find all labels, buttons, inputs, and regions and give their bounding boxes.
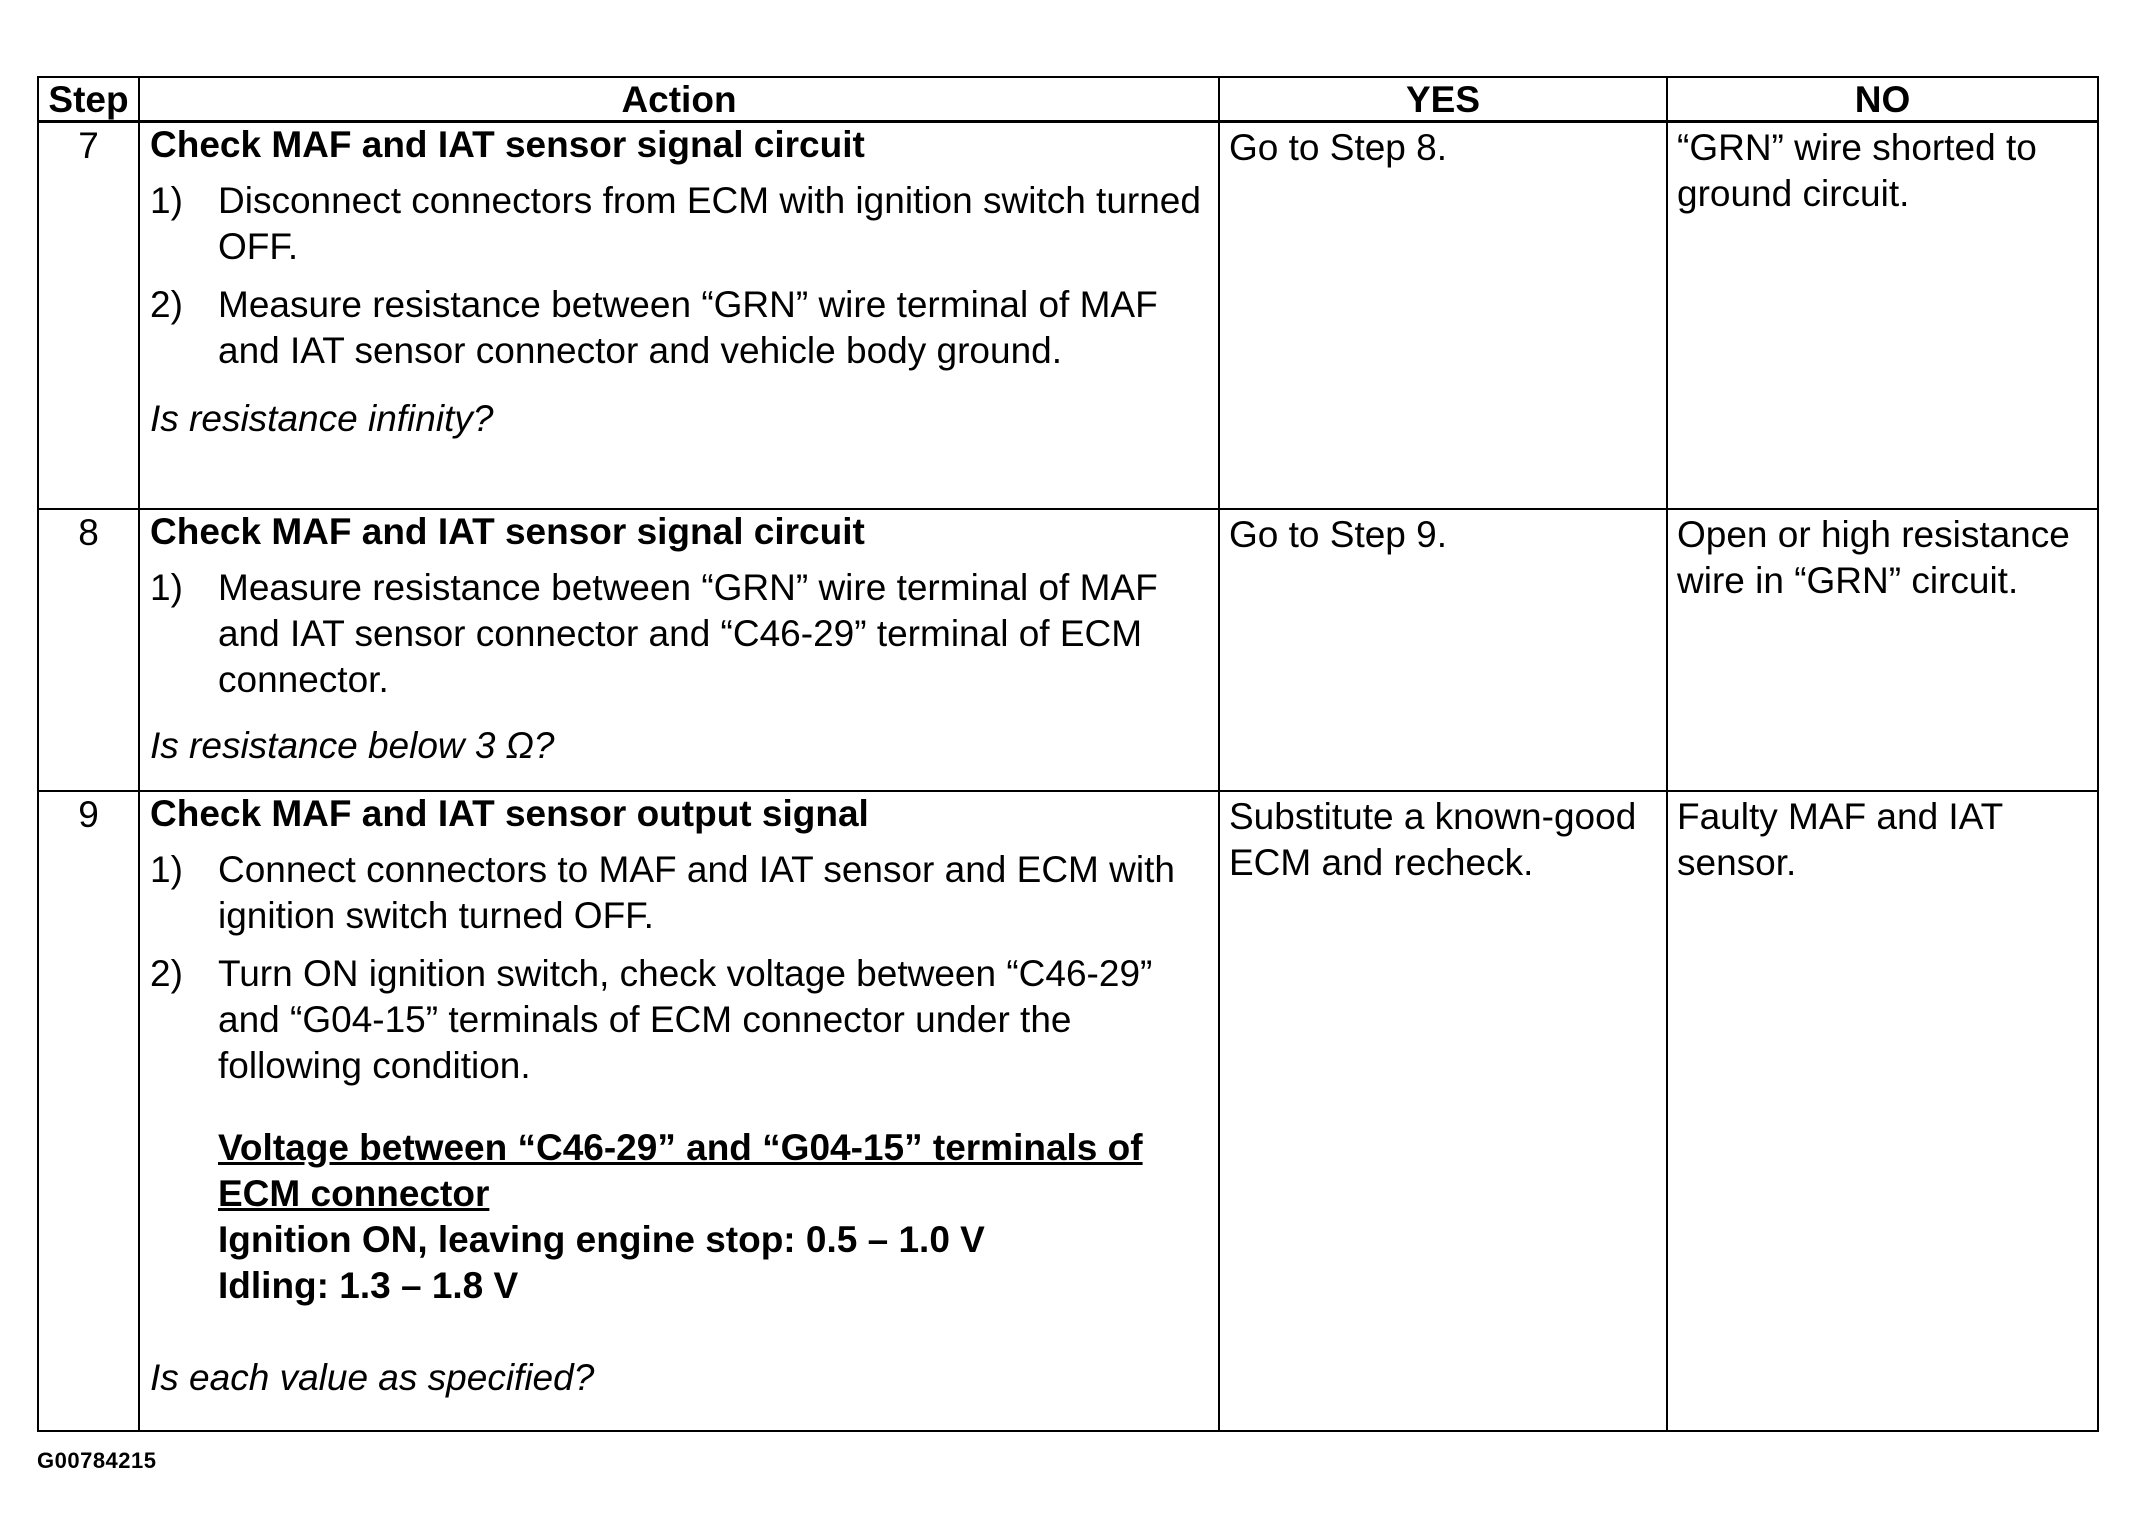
yes-result: Substitute a known-good ECM and recheck.: [1219, 791, 1667, 1431]
voltage-spec: [218, 1125, 1208, 1309]
action-cell: [139, 791, 1219, 1431]
action-title: Check MAF and IAT sensor signal circuit: [150, 124, 865, 165]
table-row-step-9: [38, 791, 2098, 1431]
diagnostic-table: [37, 76, 2099, 1432]
action-steps: [150, 847, 1208, 1089]
no-result: Faulty MAF and IAT sensor.: [1667, 791, 2098, 1431]
action-step-item: [150, 282, 1208, 374]
figure-code: G00784215: [37, 1448, 157, 1473]
action-step-text: Disconnect connectors from ECM with ignition switch turned OFF.: [218, 180, 1201, 267]
action-step-text: Connect connectors to MAF and IAT sensor and ECM with ignition switch turned OFF.: [218, 848, 1175, 936]
action-step-number: 1): [150, 848, 183, 890]
action-step-number: 1): [150, 566, 183, 608]
yes-result: Go to Step 8.: [1219, 122, 1667, 509]
no-result: “GRN” wire shorted to ground circuit.: [1667, 122, 2098, 509]
action-step-number: 2): [150, 952, 183, 994]
action-title: Check MAF and IAT sensor output signal: [150, 792, 869, 834]
header-step: Step: [38, 77, 139, 122]
action-step-text: Measure resistance between “GRN” wire terminal of MAF and IAT sensor connector and vehicle body ground.: [218, 284, 1158, 371]
no-result: Open or high resistance wire in “GRN” circuit.: [1667, 509, 2098, 791]
header-action: Action: [139, 77, 1219, 122]
voltage-spec-ignition-on: Ignition ON, leaving engine stop: 0.5 – 1.0 V: [218, 1218, 985, 1260]
voltage-spec-idling: Idling: 1.3 – 1.8 V: [218, 1264, 519, 1306]
action-question: Is resistance below 3 Ω?: [150, 724, 555, 766]
action-step-item: [150, 951, 1208, 1089]
action-step-number: 1): [150, 180, 183, 221]
header-yes: YES: [1219, 77, 1667, 122]
action-question: Is resistance infinity?: [150, 398, 494, 439]
action-cell: [139, 122, 1219, 509]
action-step-number: 2): [150, 284, 183, 325]
action-steps: [150, 178, 1208, 374]
action-question: Is each value as specified?: [150, 1356, 595, 1398]
table-header-row: [38, 77, 2098, 122]
action-step-text: Turn ON ignition switch, check voltage between “C46-29” and “G04-15” terminals of ECM connector under the following condition.: [218, 952, 1153, 1086]
action-step-item: [150, 565, 1208, 703]
step-number: 8: [38, 509, 139, 791]
step-number: 7: [38, 122, 139, 509]
action-steps: [150, 565, 1208, 703]
voltage-spec-title: Voltage between “C46-29” and “G04-15” terminals of ECM connector: [218, 1126, 1143, 1214]
action-step-item: [150, 847, 1208, 939]
table-row-step-8: [38, 509, 2098, 791]
step-number: 9: [38, 791, 139, 1431]
table-row-step-7: [38, 122, 2098, 509]
action-step-item: [150, 178, 1208, 270]
header-no: NO: [1667, 77, 2098, 122]
action-title: Check MAF and IAT sensor signal circuit: [150, 510, 865, 552]
action-step-text: Measure resistance between “GRN” wire terminal of MAF and IAT sensor connector and “C46-29” terminal of ECM connector.: [218, 566, 1158, 700]
yes-result: Go to Step 9.: [1219, 509, 1667, 791]
action-cell: [139, 509, 1219, 791]
